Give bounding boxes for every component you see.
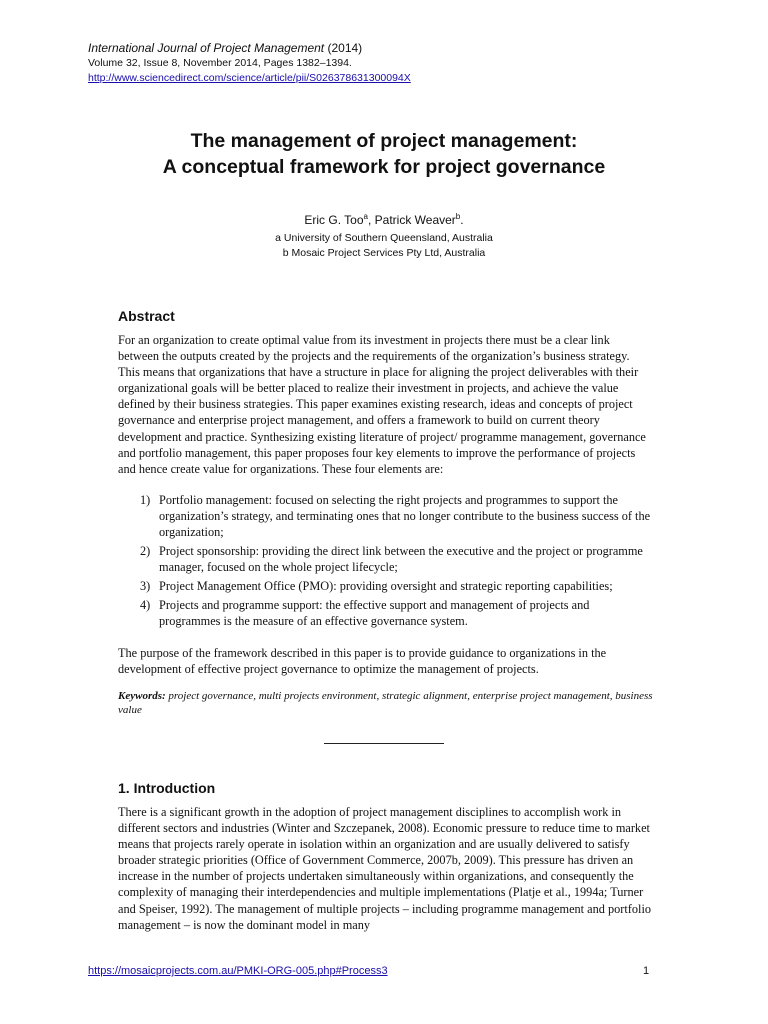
- footer-link-container: [88, 965, 388, 977]
- affiliation-a: a University of Southern Queensland, Australia: [275, 232, 493, 244]
- keywords-text: project governance, multi projects environment, strategic alignment, enterprise project management, business value: [118, 690, 653, 716]
- author-affiliation-mark: a: [363, 212, 368, 221]
- list-item-text: Project Management Office (PMO): providing oversight and strategic reporting capabilities;: [159, 579, 613, 593]
- journal-header: [88, 41, 411, 86]
- journal-citation: [88, 41, 411, 56]
- list-item: [118, 543, 653, 575]
- keywords: [118, 689, 653, 717]
- list-item: [118, 597, 653, 629]
- author-name: , Patrick Weaver: [367, 213, 456, 227]
- list-item-text: Project sponsorship: providing the direct link between the executive and the project or programme manager, focused on the whole project lifecycle;: [159, 544, 643, 574]
- list-item: [118, 492, 653, 540]
- abstract-elements-list: [118, 492, 653, 632]
- list-item-text: Portfolio management: focused on selecting the right projects and programmes to support the organization’s strategy, and terminating ones that no longer contribute to the business success of the organization;: [159, 493, 651, 539]
- journal-year: (2014): [324, 41, 363, 55]
- author-name: Eric G. Too: [304, 213, 364, 227]
- author-list: [0, 212, 768, 227]
- author-affiliation-mark: b: [455, 212, 461, 221]
- author-list-end: .: [460, 213, 464, 227]
- list-item-text: Projects and programme support: the effective support and management of projects and programmes is the measure of an effective governance system.: [159, 598, 590, 628]
- keywords-label: Keywords:: [118, 690, 166, 702]
- list-item: [118, 578, 653, 594]
- abstract-heading: Abstract: [118, 308, 175, 324]
- journal-name: International Journal of Project Management: [88, 41, 325, 55]
- footer-url-link[interactable]: https://mosaicprojects.com.au/PMKI-ORG-005.php#Process3: [88, 965, 388, 977]
- volume-info: Volume 32, Issue 8, November 2014, Pages 1382–1394.: [88, 57, 352, 69]
- article-url-link[interactable]: http://www.sciencedirect.com/science/article/pii/S026378631300094X: [88, 72, 411, 84]
- introduction-heading: 1. Introduction: [118, 780, 216, 796]
- introduction-body: There is a significant growth in the adoption of project management disciplines to accomplish work in different sectors and industries (Winter and Szczepanek, 2008). Economic pressure to reduce time to market means that projects rarely operate in isolation within an organization and are usually delivered to satisfy broader strategic priorities (Office of Government Commerce, 2007b, 2009). This pressure has driven an increase in the number of projects undertaken simultaneously within organizations, and consequently the complexity of managing their interdependencies and multiple implementations (Platje et al., 1994a; Turner and Speiser, 1992). The management of multiple projects – including programme management and portfolio management – is now the dominant model in many: [118, 805, 652, 932]
- abstract-body: For an organization to create optimal value from its investment in projects there must be a clear link between the outputs created by the projects and the requirements of the organization’s business strategy. This means that organizations that have a structure in place for aligning the project deliverables with their organizational goals will be better placed to realize their investment in projects, and achieve the value defined by their business strategies. This paper examines existing research, ideas and concepts of project governance and enterprise project management, and offers a framework to build on current theory development and practice. Synthesizing existing literature of project/ programme management, governance and portfolio management, this paper proposes four key elements to improve the performance of projects and hence create value for organizations. These four elements are:: [118, 333, 646, 476]
- list-item-number: 3): [140, 579, 151, 593]
- section-divider: [324, 743, 444, 744]
- page-number: 1: [643, 965, 650, 977]
- affiliation-b: b Mosaic Project Services Pty Ltd, Australia: [282, 247, 486, 259]
- paper-title: [0, 128, 768, 180]
- abstract-closing: The purpose of the framework described in this paper is to provide guidance to organizations in the development of effective project governance to optimize the management of projects.: [118, 646, 607, 677]
- title-line-1: The management of project management:: [190, 130, 578, 152]
- title-line-2: A conceptual framework for project governance: [162, 156, 606, 178]
- list-item-number: 2): [140, 544, 151, 558]
- list-item-number: 1): [140, 493, 151, 507]
- list-item-number: 4): [140, 598, 151, 612]
